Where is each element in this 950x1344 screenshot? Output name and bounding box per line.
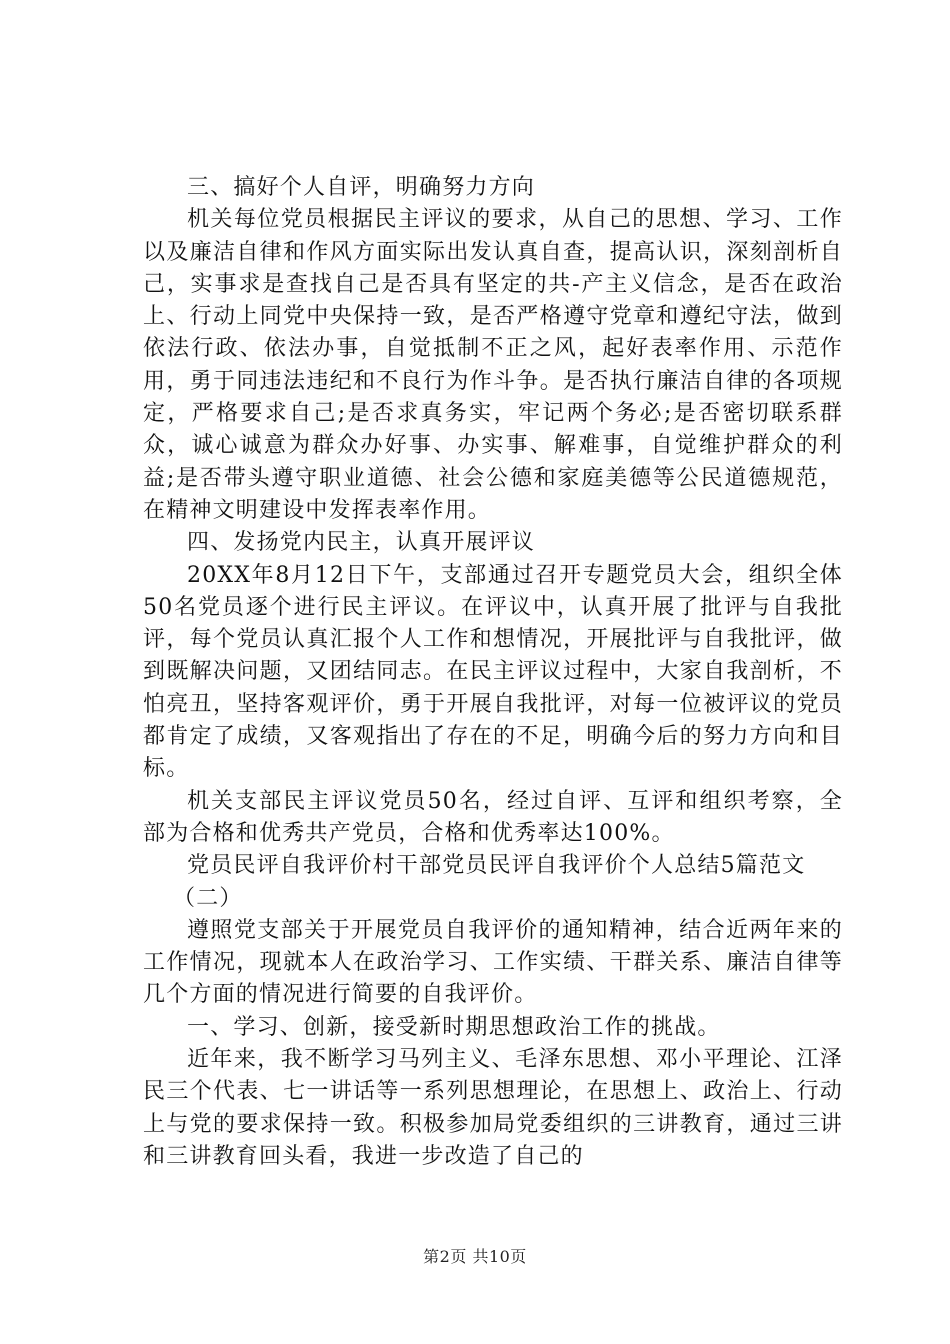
paragraph: 20XX年8月12日下午，支部通过召开专题党员大会，组织全体50名党员逐个进行民主评议。在评议中，认真开展了批评与自我批评，每个党员认真汇报个人工作和想情况，开展批评与自我批评，做到既解决问题，又团结同志。在民主评议过程中，大家自我剖析，不怕亮丑，坚持客观评价，勇于开展自我批评，对每一位被评议的党员都肯定了成绩，又客观指出了存在的不足，明确今后的努力方向和目标。 [143, 562, 843, 782]
document-body [143, 172, 843, 1173]
paragraph: 近年来，我不断学习马列主义、毛泽东思想、邓小平理论、江泽民三个代表、七一讲话等一系列思想理论，在思想上、政治上、行动上与党的要求保持一致。积极参加局党委组织的三讲教育，通过三讲和三讲教育回头看，我进一步改造了自己的 [143, 1047, 843, 1169]
section-heading-1: 一、学习、创新，接受新时期思想政治工作的挑战。 [187, 1014, 721, 1040]
paragraph: 机关每位党员根据民主评议的要求，从自己的思想、学习、工作以及廉洁自律和作风方面实际出发认真自查，提高认识，深刻剖析自己，实事求是查找自己是否具有坚定的共-产主义信念，是否在政治上、行动上同党中央保持一致，是否严格遵守党章和遵纪守法，做到依法行政、依法办事，自觉抵制不正之风，起好表率作用、示范作用，勇于同违法违纪和不良行为作斗争。是否执行廉洁自律的各项规定，严格要求自己;是否求真务实，牢记两个务必;是否密切联系群众，诚心诚意为群众办好事、办实事、解难事，自觉维护群众的利益;是否带头遵守职业道德、社会公德和家庭美德等公民道德规范，在精神文明建设中发挥表率作用。 [143, 207, 843, 523]
part-marker: （二） [173, 885, 243, 911]
article-title-line: 党员民评自我评价村干部党员民评自我评价个人总结5篇范文 [187, 853, 806, 879]
paragraph: 机关支部民主评议党员50名，经过自评、互评和组织考察，全部为合格和优秀共产党员，合格和优秀率达100%。 [143, 788, 843, 846]
section-heading-3: 三、搞好个人自评，明确努力方向 [187, 175, 536, 200]
section-heading-4: 四、发扬党内民主，认真开展评议 [187, 530, 536, 556]
paragraph: 遵照党支部关于开展党员自我评价的通知精神，结合近两年来的工作情况，现就本人在政治学习、工作实绩、干群关系、廉洁自律等几个方面的情况进行简要的自我评价。 [143, 917, 843, 1008]
page-footer: 第2页 共10页 [423, 1247, 527, 1266]
